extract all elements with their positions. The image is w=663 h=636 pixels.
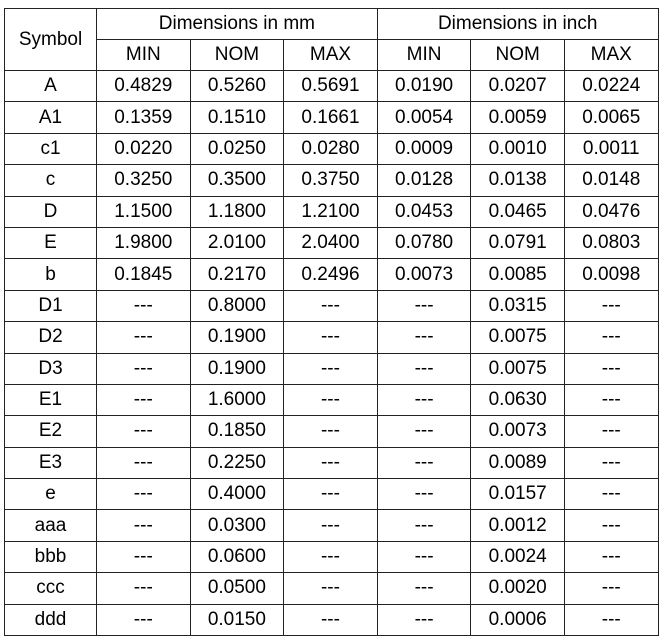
inch-min-cell: 0.0009 — [377, 133, 471, 164]
inch-max-cell: --- — [564, 384, 658, 415]
inch-max-cell: 0.0803 — [564, 227, 658, 258]
inch-nom-cell: 0.0138 — [471, 165, 565, 196]
inch-min-cell: 0.0073 — [377, 259, 471, 290]
inch-nom-cell: 0.0089 — [471, 447, 565, 478]
table-row — [5, 479, 659, 510]
inch-nom-cell: 0.0075 — [471, 322, 565, 353]
mm-max-cell: --- — [284, 541, 378, 572]
symbol-cell: D2 — [5, 322, 97, 353]
inch-nom-cell: 0.0073 — [471, 416, 565, 447]
mm-nom-cell: 0.1900 — [190, 322, 284, 353]
table-row — [5, 604, 659, 635]
mm-max-cell: --- — [284, 604, 378, 635]
symbol-cell: D1 — [5, 290, 97, 321]
mm-min-cell: --- — [97, 604, 191, 635]
mm-max-cell: 1.2100 — [284, 196, 378, 227]
inch-nom-cell: 0.0791 — [471, 227, 565, 258]
table-row — [5, 259, 659, 290]
symbol-cell: A1 — [5, 102, 97, 133]
inch-nom-cell: 0.0630 — [471, 384, 565, 415]
inch-nom-cell: 0.0012 — [471, 510, 565, 541]
mm-min-cell: --- — [97, 573, 191, 604]
inch-nom-header: NOM — [471, 40, 565, 71]
inch-max-cell: --- — [564, 322, 658, 353]
table-row — [5, 102, 659, 133]
inch-nom-cell: 0.0010 — [471, 133, 565, 164]
inch-nom-cell: 0.0006 — [471, 604, 565, 635]
mm-nom-cell: 0.0300 — [190, 510, 284, 541]
symbol-cell: D3 — [5, 353, 97, 384]
inch-min-cell: 0.0054 — [377, 102, 471, 133]
inch-max-cell: --- — [564, 573, 658, 604]
mm-min-cell: 0.0220 — [97, 133, 191, 164]
mm-min-cell: 0.3250 — [97, 165, 191, 196]
mm-max-cell: 0.2496 — [284, 259, 378, 290]
mm-max-cell: --- — [284, 384, 378, 415]
mm-min-cell: 1.9800 — [97, 227, 191, 258]
mm-max-cell: --- — [284, 290, 378, 321]
mm-min-cell: --- — [97, 290, 191, 321]
inch-min-cell: --- — [377, 573, 471, 604]
mm-nom-cell: 0.1900 — [190, 353, 284, 384]
table-row — [5, 447, 659, 478]
mm-max-cell: --- — [284, 353, 378, 384]
mm-max-cell: --- — [284, 479, 378, 510]
inch-max-cell: --- — [564, 416, 658, 447]
symbol-cell: E — [5, 227, 97, 258]
symbol-cell: E1 — [5, 384, 97, 415]
mm-nom-cell: 0.8000 — [190, 290, 284, 321]
table-row — [5, 290, 659, 321]
inch-nom-cell: 0.0465 — [471, 196, 565, 227]
inch-nom-cell: 0.0157 — [471, 479, 565, 510]
inch-nom-cell: 0.0315 — [471, 290, 565, 321]
table-row — [5, 133, 659, 164]
inch-max-cell: --- — [564, 541, 658, 572]
inch-min-cell: --- — [377, 479, 471, 510]
inch-max-cell: --- — [564, 479, 658, 510]
inch-nom-cell: 0.0207 — [471, 71, 565, 102]
mm-nom-cell: 0.0500 — [190, 573, 284, 604]
symbol-cell: E2 — [5, 416, 97, 447]
inch-min-cell: 0.0190 — [377, 71, 471, 102]
mm-min-cell: --- — [97, 353, 191, 384]
mm-nom-cell: 0.1850 — [190, 416, 284, 447]
mm-nom-cell: 0.2170 — [190, 259, 284, 290]
mm-max-cell: --- — [284, 510, 378, 541]
symbol-cell: ccc — [5, 573, 97, 604]
mm-min-cell: 1.1500 — [97, 196, 191, 227]
inch-max-header: MAX — [564, 40, 658, 71]
inch-min-cell: 0.0453 — [377, 196, 471, 227]
symbol-cell: b — [5, 259, 97, 290]
inch-max-cell: 0.0098 — [564, 259, 658, 290]
inch-max-cell: --- — [564, 447, 658, 478]
inch-nom-cell: 0.0085 — [471, 259, 565, 290]
inch-min-cell: --- — [377, 290, 471, 321]
mm-nom-cell: 0.1510 — [190, 102, 284, 133]
table-row — [5, 322, 659, 353]
mm-max-cell: 0.1661 — [284, 102, 378, 133]
mm-max-cell: 2.0400 — [284, 227, 378, 258]
mm-min-cell: --- — [97, 479, 191, 510]
mm-nom-cell: 0.4000 — [190, 479, 284, 510]
mm-nom-cell: 0.2250 — [190, 447, 284, 478]
inch-max-cell: 0.0065 — [564, 102, 658, 133]
dimensions-table — [4, 8, 659, 636]
inch-nom-cell: 0.0059 — [471, 102, 565, 133]
mm-min-cell: --- — [97, 541, 191, 572]
symbol-cell: D — [5, 196, 97, 227]
table-row — [5, 227, 659, 258]
mm-max-header: MAX — [284, 40, 378, 71]
mm-max-cell: 0.3750 — [284, 165, 378, 196]
mm-min-cell: 0.4829 — [97, 71, 191, 102]
mm-min-cell: --- — [97, 416, 191, 447]
mm-nom-cell: 0.0600 — [190, 541, 284, 572]
table-row — [5, 196, 659, 227]
inch-max-cell: --- — [564, 290, 658, 321]
inch-min-cell: --- — [377, 541, 471, 572]
inch-max-cell: 0.0148 — [564, 165, 658, 196]
inch-nom-cell: 0.0024 — [471, 541, 565, 572]
inch-nom-cell: 0.0020 — [471, 573, 565, 604]
inch-min-cell: --- — [377, 447, 471, 478]
inch-min-cell: --- — [377, 604, 471, 635]
mm-nom-cell: 0.0150 — [190, 604, 284, 635]
mm-nom-cell: 1.1800 — [190, 196, 284, 227]
mm-max-cell: --- — [284, 416, 378, 447]
table-row — [5, 71, 659, 102]
mm-max-cell: --- — [284, 322, 378, 353]
inch-max-cell: 0.0476 — [564, 196, 658, 227]
symbol-header: Symbol — [5, 9, 97, 71]
mm-nom-cell: 0.0250 — [190, 133, 284, 164]
inch-max-cell: --- — [564, 510, 658, 541]
mm-min-header: MIN — [97, 40, 191, 71]
table-row — [5, 416, 659, 447]
mm-min-cell: 0.1359 — [97, 102, 191, 133]
mm-max-cell: 0.5691 — [284, 71, 378, 102]
inch-min-cell: 0.0128 — [377, 165, 471, 196]
mm-nom-cell: 0.5260 — [190, 71, 284, 102]
inch-max-cell: --- — [564, 353, 658, 384]
mm-group-header: Dimensions in mm — [97, 9, 378, 40]
symbol-cell: bbb — [5, 541, 97, 572]
symbol-cell: ddd — [5, 604, 97, 635]
inch-nom-cell: 0.0075 — [471, 353, 565, 384]
table-row — [5, 541, 659, 572]
mm-nom-cell: 2.0100 — [190, 227, 284, 258]
inch-max-cell: 0.0011 — [564, 133, 658, 164]
table-row — [5, 353, 659, 384]
mm-min-cell: --- — [97, 322, 191, 353]
mm-max-cell: --- — [284, 447, 378, 478]
table-header — [5, 9, 659, 71]
inch-min-cell: --- — [377, 510, 471, 541]
symbol-cell: A — [5, 71, 97, 102]
symbol-cell: e — [5, 479, 97, 510]
inch-min-header: MIN — [377, 40, 471, 71]
inch-max-cell: --- — [564, 604, 658, 635]
table-row — [5, 510, 659, 541]
table-body — [5, 71, 659, 636]
mm-min-cell: 0.1845 — [97, 259, 191, 290]
table-row — [5, 384, 659, 415]
mm-nom-cell: 0.3500 — [190, 165, 284, 196]
mm-min-cell: --- — [97, 384, 191, 415]
mm-nom-header: NOM — [190, 40, 284, 71]
inch-min-cell: --- — [377, 353, 471, 384]
inch-min-cell: 0.0780 — [377, 227, 471, 258]
symbol-cell: c1 — [5, 133, 97, 164]
inch-max-cell: 0.0224 — [564, 71, 658, 102]
symbol-cell: aaa — [5, 510, 97, 541]
inch-group-header: Dimensions in inch — [377, 9, 658, 40]
inch-min-cell: --- — [377, 322, 471, 353]
table-row — [5, 165, 659, 196]
mm-min-cell: --- — [97, 447, 191, 478]
table-row — [5, 573, 659, 604]
mm-nom-cell: 1.6000 — [190, 384, 284, 415]
symbol-cell: c — [5, 165, 97, 196]
inch-min-cell: --- — [377, 384, 471, 415]
mm-max-cell: 0.0280 — [284, 133, 378, 164]
mm-min-cell: --- — [97, 510, 191, 541]
inch-min-cell: --- — [377, 416, 471, 447]
mm-max-cell: --- — [284, 573, 378, 604]
symbol-cell: E3 — [5, 447, 97, 478]
